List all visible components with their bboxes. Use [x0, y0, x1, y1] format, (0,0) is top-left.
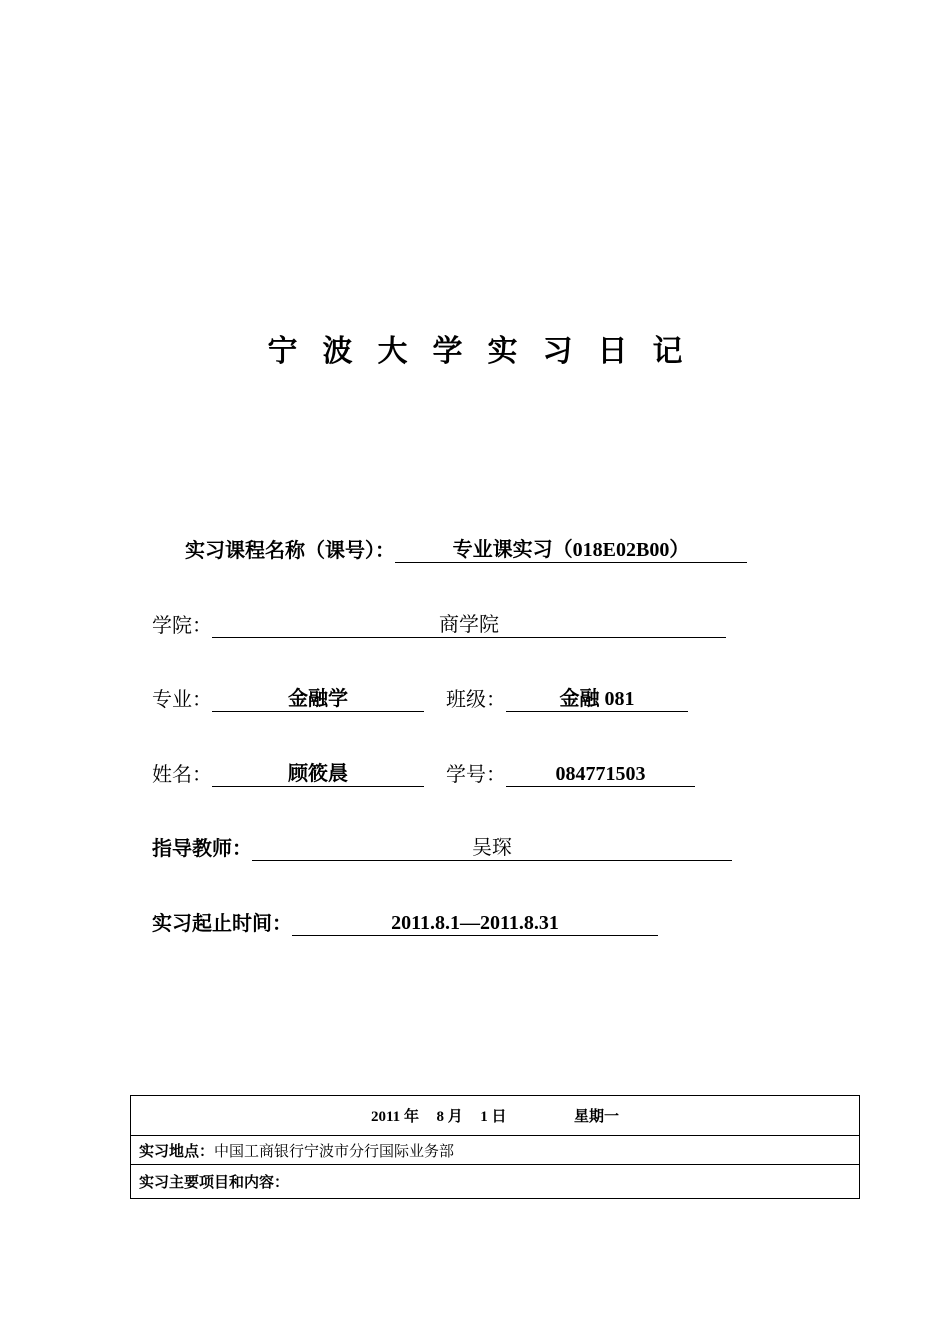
page-title: 宁波大学实习日记 [267, 334, 708, 369]
entry-content-cell [131, 1165, 860, 1199]
course-value: 专业课实习（018E02B00） [452, 539, 690, 561]
college-row [152, 613, 726, 638]
college-value: 商学院 [439, 614, 499, 636]
student-id-value: 084771503 [555, 763, 646, 785]
advisor-field [252, 836, 732, 861]
name-value: 顾筱晨 [288, 763, 348, 785]
advisor-label: 指导教师： [152, 838, 252, 860]
student-id-field [506, 762, 695, 787]
entry-date-row [131, 1096, 860, 1136]
name-label: 姓名： [152, 764, 212, 786]
college-label: 学院： [152, 615, 212, 637]
college-field [212, 613, 726, 638]
course-label: 实习课程名称（课号）： [185, 540, 395, 562]
major-field [212, 687, 424, 712]
entry-content-label: 实习主要项目和内容： [139, 1175, 290, 1191]
entry-weekday: 星期一 [573, 1109, 619, 1125]
name-field [212, 762, 424, 787]
entry-content-row [131, 1165, 860, 1199]
entry-location-cell [131, 1136, 860, 1165]
entry-date-cell [131, 1096, 860, 1136]
entry-location-row [131, 1136, 860, 1165]
entry-month: 8 [436, 1109, 444, 1125]
period-row [152, 911, 658, 936]
period-field [292, 911, 658, 936]
entry-location-label: 实习地点： [139, 1143, 215, 1160]
period-value: 2011.8.1—2011.8.31 [391, 912, 559, 934]
entry-year: 2011 [371, 1109, 401, 1125]
class-field [506, 687, 688, 712]
entry-day: 1 [480, 1109, 488, 1125]
entry-year-unit: 年 [403, 1109, 419, 1125]
major-label: 专业： [152, 689, 212, 711]
entry-day-unit: 日 [491, 1109, 507, 1125]
advisor-row [152, 836, 732, 861]
student-id-label: 学号： [446, 764, 506, 786]
major-value: 金融学 [288, 688, 348, 710]
class-value: 金融 081 [559, 688, 635, 710]
major-row [152, 687, 688, 712]
course-row [185, 538, 747, 563]
advisor-value: 吴琛 [472, 837, 512, 859]
entry-location-value: 中国工商银行宁波市分行国际业务部 [214, 1143, 455, 1160]
class-label: 班级： [446, 689, 506, 711]
course-field [395, 538, 747, 563]
diary-entry-table [130, 1095, 860, 1199]
name-row [152, 762, 695, 787]
entry-month-unit: 月 [447, 1109, 463, 1125]
period-label: 实习起止时间： [152, 913, 292, 935]
